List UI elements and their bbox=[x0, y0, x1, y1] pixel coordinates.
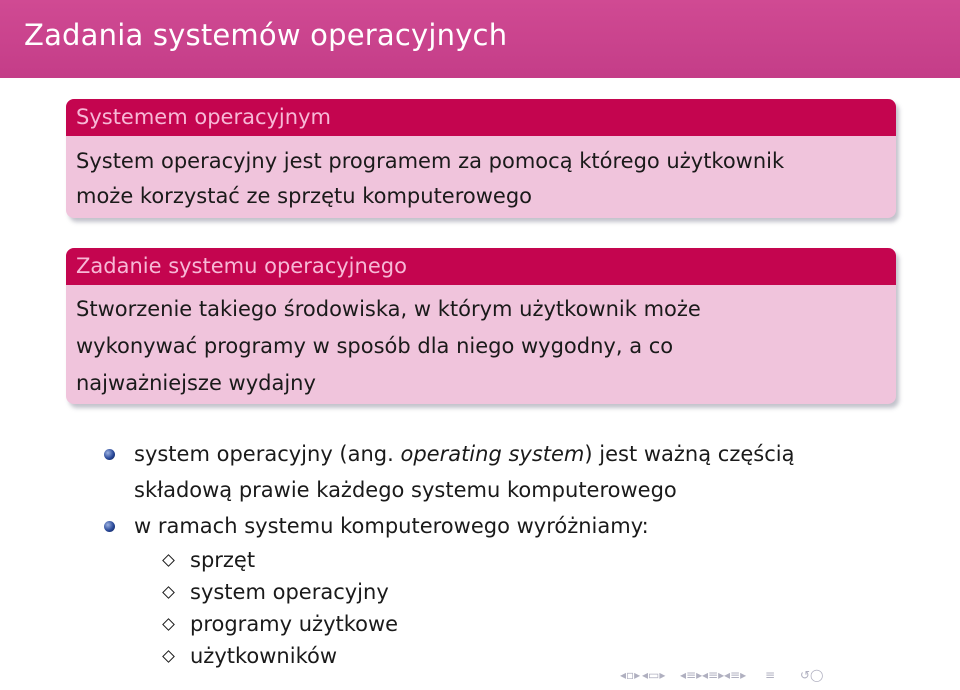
task-block-body bbox=[66, 285, 896, 404]
bullet-emphasis: operating system bbox=[400, 442, 585, 466]
task-line: wykonywać programy w sposób dla niego wygodny, a co bbox=[76, 334, 674, 358]
diamond-bullet-icon bbox=[162, 618, 175, 631]
task-line: najważniejsze wydajny bbox=[76, 371, 316, 395]
sub-list-item bbox=[160, 544, 398, 576]
bullet-text: system operacyjny (ang. bbox=[134, 442, 401, 466]
task-block bbox=[66, 248, 896, 404]
bullet-text: ) jest ważną częścią bbox=[584, 442, 795, 466]
ball-bullet-icon bbox=[104, 521, 115, 532]
bullet-item bbox=[104, 508, 904, 544]
nav-first-icon[interactable]: ◂▫▸ bbox=[620, 668, 641, 682]
diamond-bullet-icon bbox=[162, 554, 175, 567]
sub-list-item bbox=[160, 576, 398, 608]
beamer-navigation bbox=[620, 664, 824, 686]
sub-item-label: sprzęt bbox=[190, 548, 256, 572]
sub-item-label: system operacyjny bbox=[190, 580, 389, 604]
task-line: Stworzenie takiego środowiska, w którym użytkownik może bbox=[76, 297, 701, 321]
nav-prev-icon[interactable]: ◂≡▸ bbox=[680, 668, 703, 682]
title-bar bbox=[0, 0, 960, 78]
definition-block-body bbox=[66, 136, 896, 218]
bullet-list bbox=[104, 436, 904, 544]
definition-line: może korzystać ze sprzętu komputerowego bbox=[76, 184, 533, 208]
definition-line: System operacyjny jest programem za pomocą którego użytkownik bbox=[76, 149, 785, 173]
sub-item-label: użytkowników bbox=[190, 644, 338, 668]
nav-next-icon[interactable]: ◂≡▸ bbox=[724, 668, 747, 682]
sub-list bbox=[160, 544, 398, 672]
sub-list-item bbox=[160, 640, 398, 672]
definition-block bbox=[66, 99, 896, 218]
bullet-line: w ramach systemu komputerowego wyróżniamy: bbox=[134, 514, 649, 538]
bullet-item bbox=[104, 436, 904, 508]
ball-bullet-icon bbox=[104, 449, 115, 460]
diamond-bullet-icon bbox=[162, 586, 175, 599]
nav-search-icon[interactable]: ↺◯ bbox=[800, 668, 824, 682]
nav-section-icon[interactable]: ◂≡▸ bbox=[702, 668, 725, 682]
definition-block-heading: Systemem operacyjnym bbox=[66, 99, 896, 136]
sub-item-label: programy użytkowe bbox=[190, 612, 399, 636]
nav-frame-icon[interactable]: ◂▭▸ bbox=[642, 668, 666, 682]
sub-list-item bbox=[160, 608, 398, 640]
bullet-line bbox=[134, 436, 904, 472]
slide-title: Zadania systemów operacyjnych bbox=[24, 18, 508, 52]
nav-align-icon[interactable]: ≡ bbox=[764, 668, 776, 682]
task-block-heading: Zadanie systemu operacyjnego bbox=[66, 248, 896, 285]
bullet-line: składową prawie każdego systemu komputerowego bbox=[134, 478, 677, 502]
diamond-bullet-icon bbox=[162, 650, 175, 663]
